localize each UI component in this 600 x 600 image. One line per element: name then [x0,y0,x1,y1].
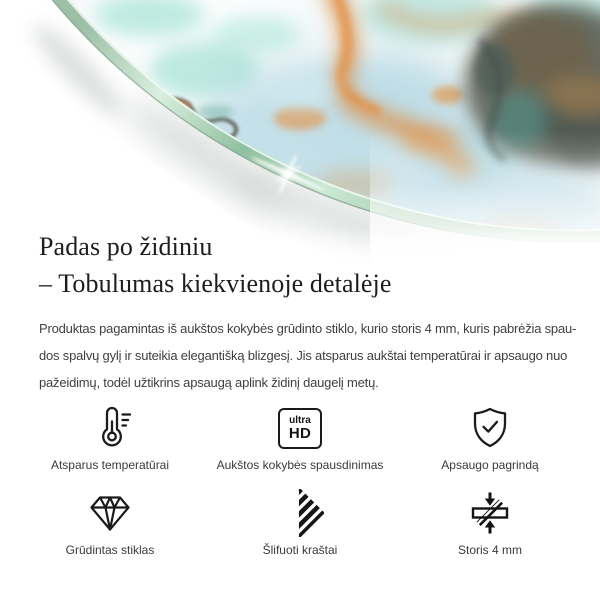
thermometer-icon [86,404,134,452]
feature-label: Storis 4 mm [457,543,522,557]
polished-edges-icon [276,489,324,537]
page-title [39,228,561,302]
page-title-line2: – Tobulumas kiekvienoje detalėje [39,269,392,298]
feature-polished-edges [205,489,395,558]
paragraph-line: pažeidimų, todėl užtikrins apsaugą aplink židinį daugelį metų. [39,375,379,390]
feature-thickness [395,489,585,558]
feature-grid [15,404,585,558]
feature-label: Grūdintas stiklas [65,543,155,557]
product-paragraph [39,315,577,396]
ultra-hd-text-bottom: HD [288,424,312,442]
shield-check-icon [466,404,514,452]
feature-protects-base [395,404,585,473]
feature-label: Aukštos kokybės spausdinimas [216,458,384,472]
page-title-line1: Padas po židiniu [39,232,213,261]
feature-label: Šlifuoti kraštai [262,543,338,557]
product-description-section [0,228,600,558]
paragraph-line: Produktas pagamintas iš aukštos kokybės grūdinto stiklo, kurio storis 4 mm, kuris pabrėžia spau- [39,321,577,336]
feature-label: Apsaugo pagrindą [441,458,539,472]
thickness-icon [466,489,514,537]
ultra-hd-text-top: ultra [289,414,311,426]
feature-label: Atsparus temperatūrai [50,458,170,472]
feature-tempered-glass [15,489,205,558]
ultra-hd-icon [278,404,322,452]
feature-print-quality [205,404,395,473]
diamond-icon [86,489,134,537]
paragraph-line: dos spalvų gylį ir suteikia elegantišką blizgesį. Jis atsparus aukštai temperatūrai ir apsaugo nuo [39,348,568,363]
feature-temperature [15,404,205,473]
